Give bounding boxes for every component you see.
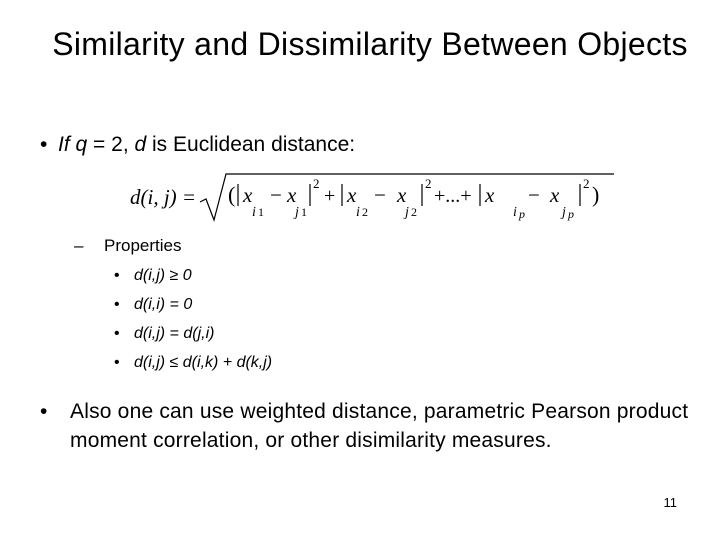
formula-lhs: d(i, j) = (130, 185, 197, 209)
property-item (114, 352, 272, 381)
sub-j: j (295, 205, 299, 220)
bullet-euclidean (40, 131, 355, 159)
sub-index: p (519, 207, 525, 221)
sub-index: 1 (258, 205, 264, 219)
x-var: x (485, 183, 495, 207)
bullet-mark: • (40, 133, 48, 156)
q-var: q (75, 133, 88, 156)
x-var: x (550, 183, 560, 207)
sub-j: j (405, 205, 409, 220)
sub-i: i (252, 205, 256, 220)
d-var: d (134, 133, 147, 156)
slide-title: Similarity and Dissimilarity Between Objects (52, 26, 688, 62)
property-item (114, 323, 272, 352)
euclidean-text: is Euclidean distance: (146, 133, 356, 156)
property-text: d(i,i) = 0 (134, 296, 193, 313)
item-mark: • (114, 354, 120, 371)
euclidean-formula (130, 172, 614, 224)
x-var: x (287, 183, 297, 207)
bullet-text: Also one can use weighted distance, parametric Pearson product moment correlation, or other disimilarity measures. (70, 400, 689, 452)
sub-index: 2 (411, 205, 417, 219)
item-mark: • (114, 296, 120, 313)
eq-text: = 2, (87, 133, 135, 156)
sub-j: j (562, 205, 566, 220)
sub-i: i (356, 205, 360, 220)
paren-open: ( (228, 182, 236, 207)
minus: − (374, 183, 386, 207)
property-item (114, 294, 272, 323)
property-text: d(i,j) ≤ d(i,k) + d(k,j) (134, 354, 273, 371)
exponent: 2 (583, 176, 590, 191)
bullet-other-measures (40, 397, 690, 455)
dash-mark: – (74, 236, 84, 255)
term-2 (342, 176, 472, 220)
x-var: x (397, 183, 407, 207)
sub-index: 1 (301, 205, 307, 219)
x-var: x (243, 183, 253, 207)
property-text: d(i,j) = d(j,i) (134, 325, 215, 342)
sub-i: i (513, 205, 517, 220)
item-mark: • (114, 267, 120, 284)
plus: + (324, 185, 336, 207)
property-item (114, 265, 272, 294)
sub-index: 2 (362, 205, 368, 219)
minus: − (528, 183, 540, 207)
properties-label: Properties (104, 236, 182, 255)
ellipsis: +...+ (434, 185, 472, 207)
bullet-mark: • (40, 400, 48, 423)
x-var: x (347, 183, 357, 207)
item-mark: • (114, 325, 120, 342)
exponent: 2 (313, 176, 320, 191)
term-1 (228, 176, 335, 220)
paren-close: ) (592, 182, 600, 207)
page-number: 11 (663, 495, 677, 510)
bullet-text (58, 131, 355, 159)
sub-index: p (568, 207, 574, 221)
properties-list (114, 265, 272, 381)
if-word: If (58, 133, 70, 156)
term-p (480, 176, 599, 221)
properties-heading (74, 235, 181, 257)
exponent: 2 (425, 176, 432, 191)
minus: − (270, 183, 282, 207)
property-text: d(i,j) ≥ 0 (134, 267, 192, 284)
